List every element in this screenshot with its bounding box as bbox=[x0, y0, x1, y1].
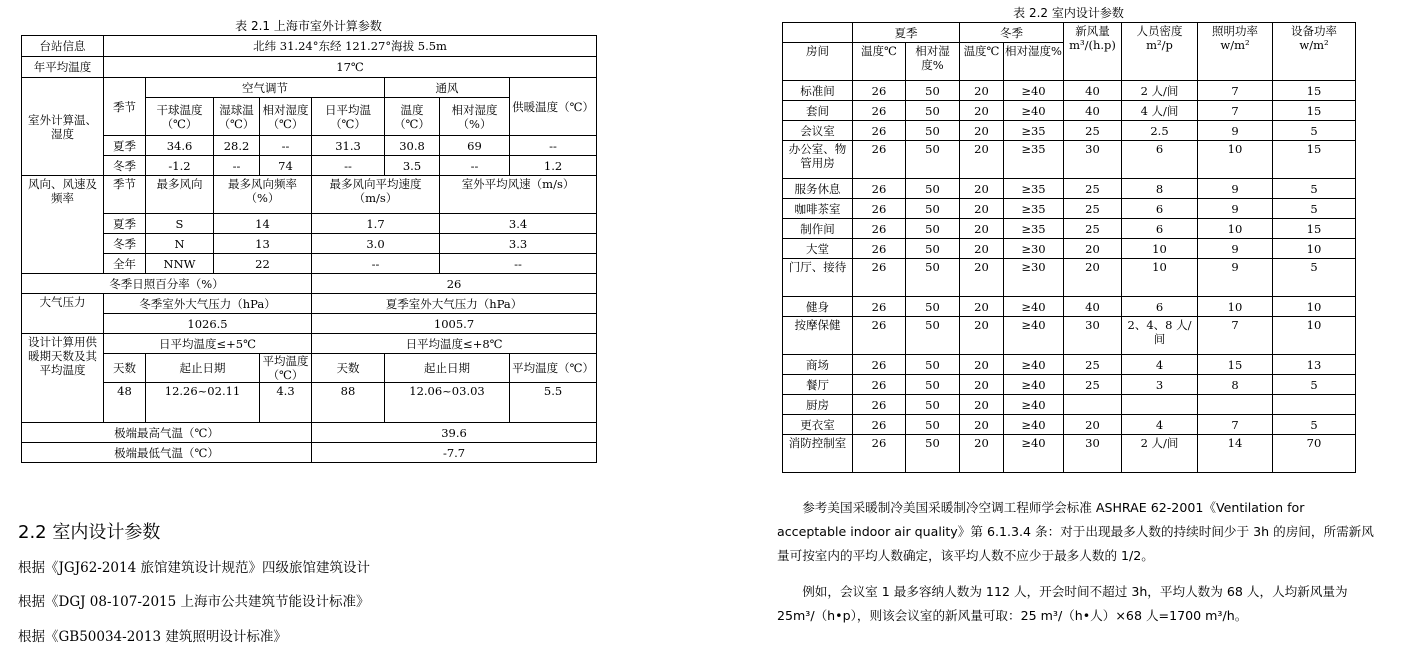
cell: 6 bbox=[1122, 199, 1198, 219]
cell: 20 bbox=[960, 355, 1004, 375]
table-row bbox=[783, 81, 1356, 101]
cell: 7 bbox=[1198, 81, 1273, 101]
cell: 20 bbox=[1064, 239, 1122, 259]
equip-label: 设备功率 bbox=[1291, 24, 1337, 38]
cell: 20 bbox=[1064, 259, 1122, 297]
cell: 30 bbox=[1064, 435, 1122, 473]
cell: 26 bbox=[853, 395, 906, 415]
table2-caption: 表 2.2 室内设计参数 bbox=[1013, 6, 1124, 20]
cell: NNW bbox=[146, 254, 214, 274]
outdoor-params-table bbox=[21, 35, 597, 463]
cell: ≥40 bbox=[1004, 101, 1064, 121]
table1-caption: 表 2.1 上海市室外计算参数 bbox=[235, 19, 382, 33]
vent-temp-header: 温度（℃） bbox=[385, 98, 440, 136]
cell: 26 bbox=[853, 179, 906, 199]
cell: 6 bbox=[1122, 297, 1198, 317]
cell: 31.3 bbox=[312, 136, 385, 156]
reference-line: 根据《DGJ 08-107-2015 上海市公共建筑节能设计标准》 bbox=[18, 594, 370, 610]
ac-header: 空气调节 bbox=[146, 78, 385, 98]
winter-header: 冬季 bbox=[960, 23, 1064, 43]
cell: 26 bbox=[853, 141, 906, 179]
cell: 50 bbox=[906, 415, 960, 435]
avg-temp-header: 平均温度（℃） bbox=[510, 354, 597, 383]
blank-corner bbox=[783, 23, 853, 43]
cell: 50 bbox=[906, 355, 960, 375]
table-row bbox=[783, 395, 1356, 415]
fresh-air-unit: m³/(h.p) bbox=[1069, 38, 1116, 52]
season-winter: 冬季 bbox=[104, 156, 146, 176]
cell: 28.2 bbox=[214, 136, 260, 156]
cell: 30 bbox=[1064, 317, 1122, 355]
cell: 10 bbox=[1198, 297, 1273, 317]
cell: 10 bbox=[1273, 317, 1356, 355]
cell: 2.5 bbox=[1122, 121, 1198, 141]
room-name: 门厅、接待 bbox=[783, 259, 853, 297]
table-row bbox=[783, 219, 1356, 239]
cell: 5 bbox=[1273, 259, 1356, 297]
cell: 50 bbox=[906, 101, 960, 121]
cell: 26 bbox=[853, 259, 906, 297]
cell: N bbox=[146, 234, 214, 254]
cell: 50 bbox=[906, 141, 960, 179]
wind-season-header: 季节 bbox=[104, 176, 146, 214]
cell: 1.7 bbox=[312, 214, 440, 234]
cell: ≥30 bbox=[1004, 259, 1064, 297]
cell: 4 人/间 bbox=[1122, 101, 1198, 121]
wind-year: 全年 bbox=[104, 254, 146, 274]
summer-rh-header: 相对湿度% bbox=[906, 43, 960, 81]
cell: 20 bbox=[960, 317, 1004, 355]
cell: 20 bbox=[960, 199, 1004, 219]
heating-header: 供暖温度（℃） bbox=[510, 78, 597, 136]
cell: -1.2 bbox=[146, 156, 214, 176]
fresh-air-header bbox=[1064, 23, 1122, 81]
cell bbox=[1122, 395, 1198, 415]
cell: 2 人/间 bbox=[1122, 435, 1198, 473]
cell: ≥40 bbox=[1004, 317, 1064, 355]
cell: 88 bbox=[312, 383, 385, 423]
cell: 20 bbox=[960, 81, 1004, 101]
cell: 9 bbox=[1198, 239, 1273, 259]
cell: ≥40 bbox=[1004, 415, 1064, 435]
room-name: 咖啡茶室 bbox=[783, 199, 853, 219]
equip-unit: w/m² bbox=[1299, 38, 1329, 52]
cell: 50 bbox=[906, 121, 960, 141]
cell: 20 bbox=[960, 179, 1004, 199]
station-value: 北纬 31.24°东经 121.27°海拔 5.5m bbox=[104, 36, 597, 57]
cell: ≥40 bbox=[1004, 81, 1064, 101]
dry-bulb-header: 干球温度（℃） bbox=[146, 98, 214, 136]
dates-header: 起止日期 bbox=[146, 354, 260, 383]
daily-avg-header: 日平均温（℃） bbox=[312, 98, 385, 136]
cell: 5 bbox=[1273, 179, 1356, 199]
cell: 50 bbox=[906, 239, 960, 259]
cell: 10 bbox=[1273, 239, 1356, 259]
room-name: 大堂 bbox=[783, 239, 853, 259]
wind-speed-max-header: 最多风向平均速度（m/s） bbox=[312, 176, 440, 214]
reference-line: 根据《JGJ62-2014 旅馆建筑设计规范》四级旅馆建筑设计 bbox=[18, 560, 370, 576]
room-header: 房间 bbox=[783, 43, 853, 81]
cell: ≥40 bbox=[1004, 435, 1064, 473]
cell: 25 bbox=[1064, 219, 1122, 239]
cell: 40 bbox=[1064, 297, 1122, 317]
cell: ≥35 bbox=[1004, 121, 1064, 141]
cell: 1.2 bbox=[510, 156, 597, 176]
cell: 25 bbox=[1064, 355, 1122, 375]
cell: 6 bbox=[1122, 141, 1198, 179]
cell: 15 bbox=[1273, 81, 1356, 101]
cell: 50 bbox=[906, 81, 960, 101]
room-name: 消防控制室 bbox=[783, 435, 853, 473]
summer-temp-header: 温度℃ bbox=[853, 43, 906, 81]
vent-header: 通风 bbox=[385, 78, 510, 98]
cell: 26 bbox=[853, 317, 906, 355]
cell: 26 bbox=[853, 199, 906, 219]
days-header: 天数 bbox=[312, 354, 385, 383]
cell: ≥40 bbox=[1004, 297, 1064, 317]
cell: 25 bbox=[1064, 121, 1122, 141]
cell: ≥35 bbox=[1004, 179, 1064, 199]
outdoor-label: 室外计算温、湿度 bbox=[22, 78, 104, 176]
cell: 25 bbox=[1064, 179, 1122, 199]
cell: 69 bbox=[440, 136, 510, 156]
cell: 5 bbox=[1273, 375, 1356, 395]
wind-freq-header: 最多风向频率（%） bbox=[214, 176, 312, 214]
ashrae-note: 参考美国采暖制冷美国采暖制冷空调工程师学会标准 ASHRAE 62-2001《Ventilation for acceptable indoor air quality》第 6.1.3.4 条：对于出现最多人数的持续时间少于 3h 的房间，所需新风量可按室内的平均人数确定，该平均人数不应少于最多人数的 1/2。 bbox=[777, 500, 1374, 563]
density-unit: m²/p bbox=[1146, 38, 1173, 52]
light-header bbox=[1198, 23, 1273, 81]
cell: 20 bbox=[960, 239, 1004, 259]
wet-bulb-header: 湿球温（℃） bbox=[214, 98, 260, 136]
min-temp-label: 极端最低气温（℃） bbox=[22, 443, 312, 463]
cell: 6 bbox=[1122, 219, 1198, 239]
cell: 50 bbox=[906, 395, 960, 415]
cell: 50 bbox=[906, 297, 960, 317]
cell: 3.0 bbox=[312, 234, 440, 254]
pressure-winter-label: 冬季室外大气压力（hPa） bbox=[104, 294, 312, 314]
table-row bbox=[783, 259, 1356, 297]
table-row bbox=[783, 297, 1356, 317]
room-name: 标准间 bbox=[783, 81, 853, 101]
table-row bbox=[783, 435, 1356, 473]
summer-header: 夏季 bbox=[853, 23, 960, 43]
room-name: 会议室 bbox=[783, 121, 853, 141]
annual-temp-value: 17℃ bbox=[104, 57, 597, 78]
room-name: 按摩保健 bbox=[783, 317, 853, 355]
room-name: 服务休息 bbox=[783, 179, 853, 199]
min-temp-value: -7.7 bbox=[312, 443, 597, 463]
table-row bbox=[783, 239, 1356, 259]
cell: 7 bbox=[1198, 415, 1273, 435]
room-name: 制作间 bbox=[783, 219, 853, 239]
cell: 8 bbox=[1198, 375, 1273, 395]
cell: 20 bbox=[960, 121, 1004, 141]
fresh-air-label: 新风量 bbox=[1075, 24, 1110, 38]
cell: 12.26~02.11 bbox=[146, 383, 260, 423]
cell: 74 bbox=[260, 156, 312, 176]
cell: 26 bbox=[853, 297, 906, 317]
rh-ac-header: 相对湿度（℃） bbox=[260, 98, 312, 136]
cell: 20 bbox=[960, 259, 1004, 297]
cell: 30.8 bbox=[385, 136, 440, 156]
cell: 70 bbox=[1273, 435, 1356, 473]
cell: -- bbox=[312, 254, 440, 274]
cell: 34.6 bbox=[146, 136, 214, 156]
cell: 2 人/间 bbox=[1122, 81, 1198, 101]
cell: 10 bbox=[1273, 297, 1356, 317]
cell: 20 bbox=[960, 297, 1004, 317]
cell: 10 bbox=[1198, 219, 1273, 239]
cell: 50 bbox=[906, 219, 960, 239]
cell: 30 bbox=[1064, 141, 1122, 179]
cell: 48 bbox=[104, 383, 146, 423]
cell: 25 bbox=[1064, 375, 1122, 395]
cell: 9 bbox=[1198, 259, 1273, 297]
max-temp-label: 极端最高气温（℃） bbox=[22, 423, 312, 443]
table-row bbox=[783, 179, 1356, 199]
cell: ≥40 bbox=[1004, 355, 1064, 375]
wind-label: 风向、风速及频率 bbox=[22, 176, 104, 274]
cell: 50 bbox=[906, 199, 960, 219]
cell: 10 bbox=[1122, 259, 1198, 297]
cell: ≥35 bbox=[1004, 199, 1064, 219]
wind-dir-header: 最多风向 bbox=[146, 176, 214, 214]
room-name: 健身 bbox=[783, 297, 853, 317]
cell: S bbox=[146, 214, 214, 234]
cell: 3 bbox=[1122, 375, 1198, 395]
cell: 25 bbox=[1064, 199, 1122, 219]
cell: 3.5 bbox=[385, 156, 440, 176]
room-name: 办公室、物管用房 bbox=[783, 141, 853, 179]
cell: 4.3 bbox=[260, 383, 312, 423]
cell: -- bbox=[312, 156, 385, 176]
room-name: 商场 bbox=[783, 355, 853, 375]
cell: 20 bbox=[960, 435, 1004, 473]
heating-days-label: 设计计算用供暖期天数及其平均温度 bbox=[22, 334, 104, 423]
cell: 7 bbox=[1198, 101, 1273, 121]
winter-rh-header: 相对湿度% bbox=[1004, 43, 1064, 81]
cell: 26 bbox=[853, 101, 906, 121]
cell: 8 bbox=[1122, 179, 1198, 199]
avg-temp-header: 平均温度（℃） bbox=[260, 354, 312, 383]
table-row bbox=[783, 199, 1356, 219]
sunshine-label: 冬季日照百分率（%） bbox=[22, 274, 312, 294]
cell: 50 bbox=[906, 435, 960, 473]
cell: 26 bbox=[853, 81, 906, 101]
cell: 26 bbox=[853, 219, 906, 239]
cell: 15 bbox=[1273, 219, 1356, 239]
cell: 50 bbox=[906, 317, 960, 355]
pressure-label: 大气压力 bbox=[22, 294, 104, 334]
cell: ≥40 bbox=[1004, 375, 1064, 395]
cell: ≥30 bbox=[1004, 239, 1064, 259]
cell: 5 bbox=[1273, 199, 1356, 219]
max-temp-value: 39.6 bbox=[312, 423, 597, 443]
cell: 13 bbox=[214, 234, 312, 254]
cell: 13 bbox=[1273, 355, 1356, 375]
cell: 50 bbox=[906, 375, 960, 395]
cell: -- bbox=[440, 156, 510, 176]
table-row bbox=[783, 121, 1356, 141]
density-label: 人员密度 bbox=[1136, 24, 1183, 38]
cond5-header: 日平均温度≤+5℃ bbox=[104, 334, 312, 354]
equip-header bbox=[1273, 23, 1356, 81]
pressure-summer: 1005.7 bbox=[312, 314, 597, 334]
cell: 9 bbox=[1198, 121, 1273, 141]
cell: 4 bbox=[1122, 355, 1198, 375]
vent-rh-header: 相对湿度（%） bbox=[440, 98, 510, 136]
sunshine-value: 26 bbox=[312, 274, 597, 294]
days-header: 天数 bbox=[104, 354, 146, 383]
cell: 14 bbox=[1198, 435, 1273, 473]
cell: 3.4 bbox=[440, 214, 597, 234]
cell: 5.5 bbox=[510, 383, 597, 423]
season-summer: 夏季 bbox=[104, 136, 146, 156]
cell bbox=[1273, 395, 1356, 415]
cell: ≥35 bbox=[1004, 219, 1064, 239]
room-name: 套间 bbox=[783, 101, 853, 121]
cell: 5 bbox=[1273, 415, 1356, 435]
cell: 15 bbox=[1273, 141, 1356, 179]
cell: -- bbox=[214, 156, 260, 176]
cell: 26 bbox=[853, 435, 906, 473]
cell: 12.06~03.03 bbox=[385, 383, 510, 423]
table-row bbox=[783, 317, 1356, 355]
room-name: 更衣室 bbox=[783, 415, 853, 435]
cell: 9 bbox=[1198, 199, 1273, 219]
season-header: 季节 bbox=[104, 78, 146, 136]
cell: 40 bbox=[1064, 81, 1122, 101]
cell: 26 bbox=[853, 239, 906, 259]
light-unit: w/m² bbox=[1220, 38, 1250, 52]
wind-speed-avg-header: 室外平均风速（m/s） bbox=[440, 176, 597, 214]
cell: 20 bbox=[960, 101, 1004, 121]
wind-winter: 冬季 bbox=[104, 234, 146, 254]
cell: 20 bbox=[960, 395, 1004, 415]
cell: 14 bbox=[214, 214, 312, 234]
example-note: 例如，会议室 1 最多容纳人数为 112 人，开会时间不超过 3h，平均人数为 68 人，人均新风量为 25m³/（h•p），则该会议室的新风量可取：25 m³/（h•人）×68 人=1700 m³/h。 bbox=[777, 584, 1348, 623]
pressure-winter: 1026.5 bbox=[104, 314, 312, 334]
cell: ≥40 bbox=[1004, 395, 1064, 415]
indoor-params-table bbox=[782, 22, 1356, 473]
cell: 9 bbox=[1198, 179, 1273, 199]
cond8-header: 日平均温度≤+8℃ bbox=[312, 334, 597, 354]
light-label: 照明功率 bbox=[1212, 24, 1258, 38]
cell: 20 bbox=[960, 219, 1004, 239]
cell: 10 bbox=[1198, 141, 1273, 179]
annual-temp-label: 年平均温度 bbox=[22, 57, 104, 78]
cell: 50 bbox=[906, 259, 960, 297]
room-name: 厨房 bbox=[783, 395, 853, 415]
cell: -- bbox=[260, 136, 312, 156]
room-name: 餐厅 bbox=[783, 375, 853, 395]
cell bbox=[1064, 395, 1122, 415]
cell: 7 bbox=[1198, 317, 1273, 355]
cell: 2、4、8 人/间 bbox=[1122, 317, 1198, 355]
station-label: 台站信息 bbox=[22, 36, 104, 57]
table-row bbox=[783, 355, 1356, 375]
cell: 20 bbox=[960, 415, 1004, 435]
cell: -- bbox=[440, 254, 597, 274]
section-heading: 2.2 室内设计参数 bbox=[18, 522, 161, 543]
cell: 15 bbox=[1273, 101, 1356, 121]
table-row bbox=[783, 375, 1356, 395]
cell: 5 bbox=[1273, 121, 1356, 141]
cell: 20 bbox=[1064, 415, 1122, 435]
dates-header: 起止日期 bbox=[385, 354, 510, 383]
cell: 4 bbox=[1122, 415, 1198, 435]
cell: 26 bbox=[853, 121, 906, 141]
density-header bbox=[1122, 23, 1198, 81]
cell bbox=[1198, 395, 1273, 415]
cell: 22 bbox=[214, 254, 312, 274]
cell: 50 bbox=[906, 179, 960, 199]
reference-line: 根据《GB50034-2013 建筑照明设计标准》 bbox=[18, 629, 287, 645]
winter-temp-header: 温度℃ bbox=[960, 43, 1004, 81]
table-row bbox=[783, 415, 1356, 435]
cell: 26 bbox=[853, 375, 906, 395]
cell: 20 bbox=[960, 141, 1004, 179]
cell: 10 bbox=[1122, 239, 1198, 259]
cell: 20 bbox=[960, 375, 1004, 395]
wind-summer: 夏季 bbox=[104, 214, 146, 234]
table-row bbox=[783, 141, 1356, 179]
cell: -- bbox=[510, 136, 597, 156]
cell: 26 bbox=[853, 415, 906, 435]
table-row bbox=[783, 101, 1356, 121]
cell: 3.3 bbox=[440, 234, 597, 254]
cell: 26 bbox=[853, 355, 906, 375]
cell: 40 bbox=[1064, 101, 1122, 121]
pressure-summer-label: 夏季室外大气压力（hPa） bbox=[312, 294, 597, 314]
cell: 15 bbox=[1198, 355, 1273, 375]
cell: ≥35 bbox=[1004, 141, 1064, 179]
